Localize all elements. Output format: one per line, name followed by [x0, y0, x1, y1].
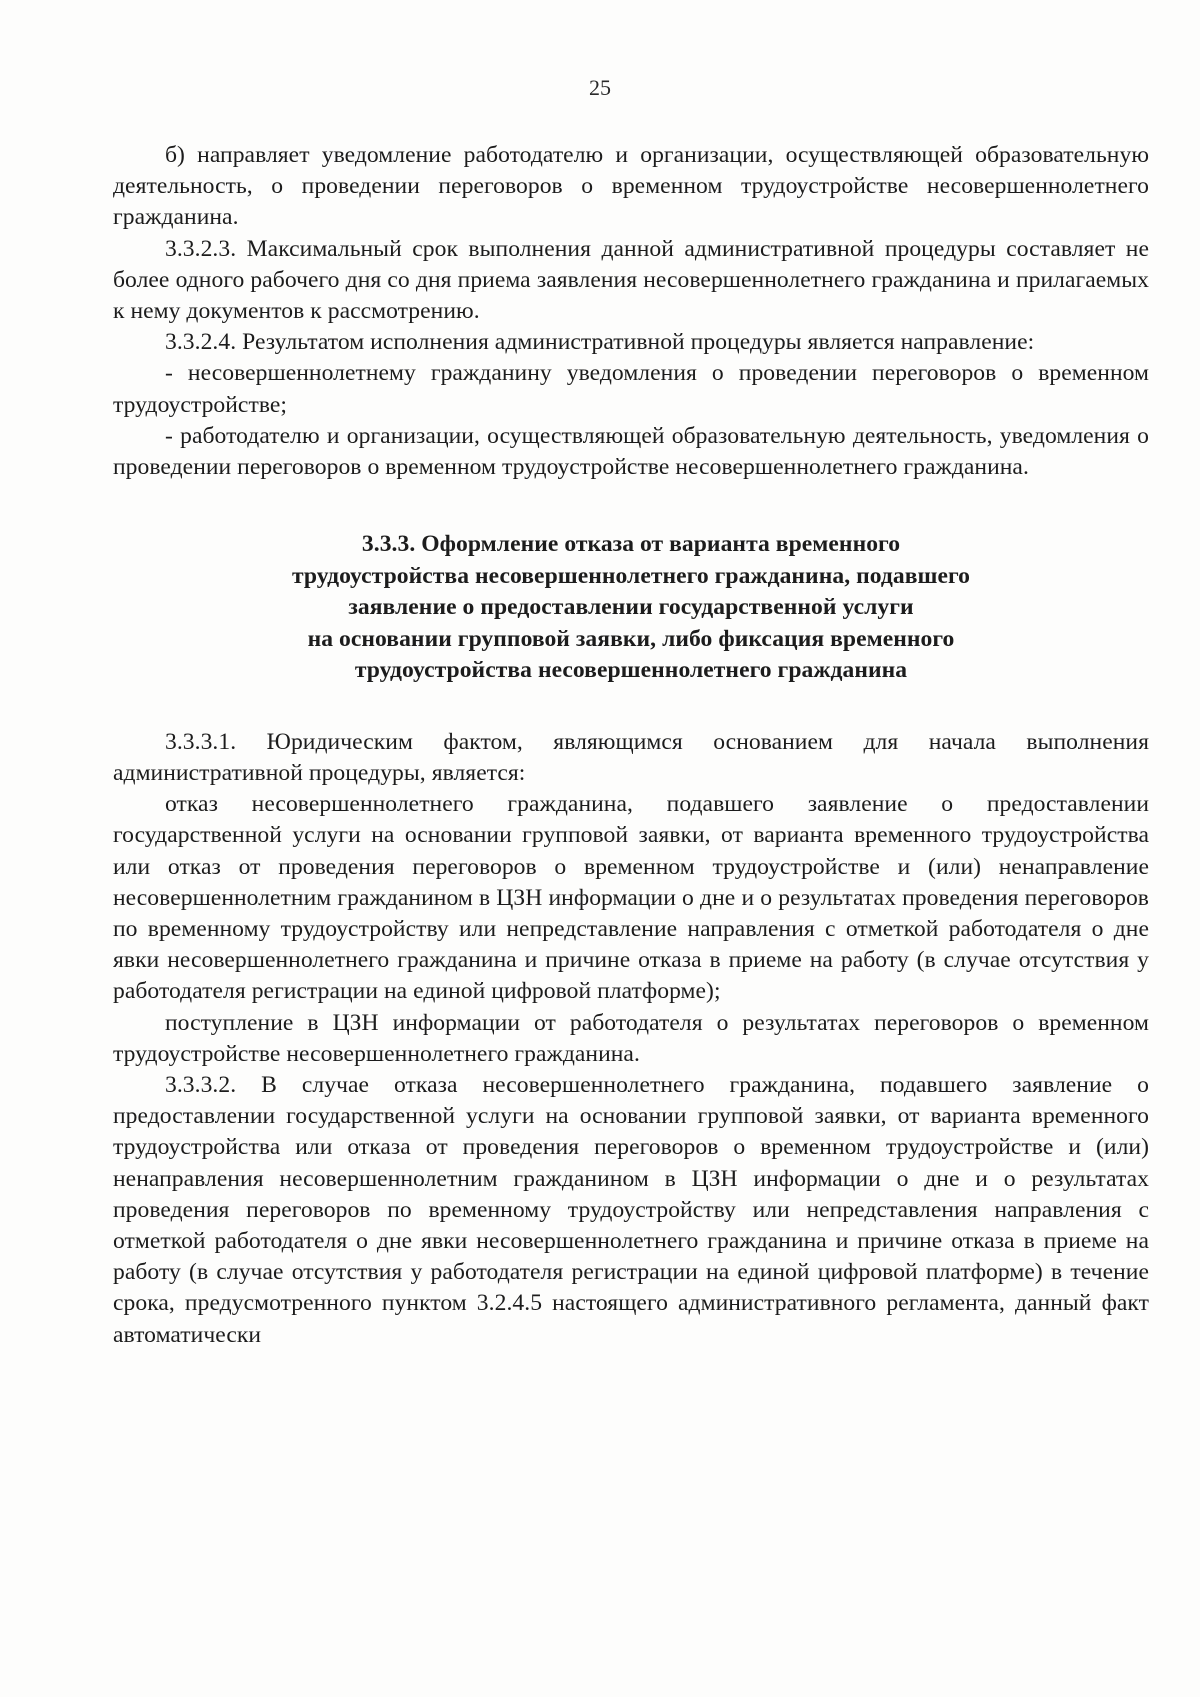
paragraph: 3.3.2.3. Максимальный срок выполнения данной административной процедуры составляет не более одного рабочего дня со дня приема заявления несовершеннолетнего гражданина и прилагаемых к нему документов к рассмотрению.: [113, 235, 1149, 325]
paragraph: отказ несовершеннолетнего гражданина, подавшего заявление о предоставлении государственной услуги на основании групповой заявки, от варианта временного трудоустройства или отказ от проведения переговоров о временном трудоустройстве и (или) ненаправление несовершеннолетним гражданином в ЦЗН информации о дне и о результатах проведения переговоров по временному трудоустройству или непредставление направления с отметкой работодателя о дне явки несовершеннолетнего гражданина и причине отказа в приеме на работу (в случае отсутствия у работодателя регистрации на единой цифровой платформе);: [113, 791, 1149, 1005]
paragraph: 3.3.3.1. Юридическим фактом, являющимся основанием для начала выполнения административной процедуры, является:: [113, 728, 1149, 786]
paragraph: 3.3.2.4. Результатом исполнения административной процедуры является направление:: [165, 329, 1035, 356]
list-item: - несовершеннолетнему гражданину уведомления о проведении переговоров о временном трудоустройстве;: [113, 360, 1149, 418]
heading-line: заявление о предоставлении государственной услуги: [348, 594, 914, 621]
heading-line: трудоустройства несовершеннолетнего гражданина: [354, 657, 908, 684]
paragraph: поступление в ЦЗН информации от работодателя о результатах переговоров о временном трудоустройстве несовершеннолетнего гражданина.: [113, 1009, 1149, 1067]
heading-line: 3.3.3. Оформление отказа от варианта временного: [361, 531, 901, 558]
document-body: [113, 140, 1149, 1351]
paragraph: б) направляет уведомление работодателю и организации, осуществляющей образовательную деятельность, о проведении переговоров о временном трудоустройстве несовершеннолетнего гражданина.: [113, 142, 1149, 231]
page-number: 25: [589, 75, 611, 100]
heading-line: на основании групповой заявки, либо фиксация временного: [307, 625, 955, 652]
list-item: - работодателю и организации, осуществляющей образовательную деятельность, уведомления о проведении переговоров о временном трудоустройстве несовершеннолетнего гражданина.: [113, 422, 1149, 481]
paragraph: 3.3.3.2. В случае отказа несовершеннолетнего гражданина, подавшего заявление о предоставлении государственной услуги на основании групповой заявки, от варианта временного трудоустройства или отказа от проведения переговоров о временном трудоустройстве и (или) ненаправления несовершеннолетним гражданином в ЦЗН информации о дне и о результатах проведения переговоров по временному трудоустройству или непредставления направления с отметкой работодателя о дне явки несовершеннолетнего гражданина и причине отказа в приеме на работу (в случае отсутствия у работодателя регистрации на единой цифровой платформе) в течение срока, предусмотренного пунктом 3.2.4.5 настоящего административного регламента, данный факт автоматически: [113, 1071, 1149, 1348]
heading-line: трудоустройства несовершеннолетнего гражданина, подавшего: [291, 562, 971, 589]
section-heading: [173, 529, 1089, 687]
